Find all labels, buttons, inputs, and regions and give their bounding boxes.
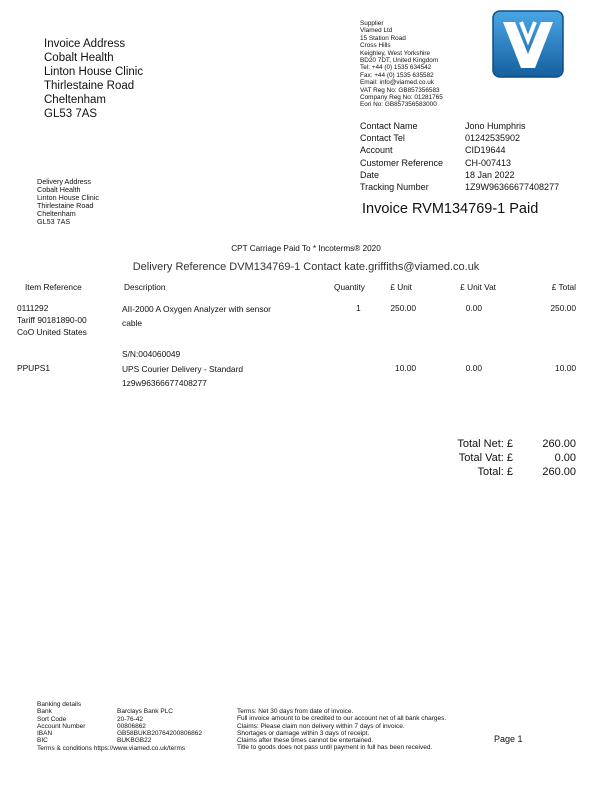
total-label: Total Vat: £ xyxy=(458,452,513,464)
contact-row xyxy=(360,120,559,132)
total-value: 260.00 xyxy=(542,466,576,478)
terms-line: Claims after these times cannot be entertained. xyxy=(237,737,374,745)
invoice-title: Invoice RVM134769-1 Paid xyxy=(362,201,539,217)
page-number: Page 1 xyxy=(494,734,523,744)
invoice-address xyxy=(44,37,143,121)
invoice-address-line: Linton House Clinic xyxy=(44,66,144,78)
contact-key: Date xyxy=(360,169,380,180)
invoice-address-line: GL53 7AS xyxy=(44,108,98,120)
delivery-address-line: Cobalt Health xyxy=(37,184,81,194)
payment-terms xyxy=(237,708,446,752)
contact-key: Customer Reference xyxy=(360,157,444,168)
header-quantity: Quantity xyxy=(334,282,365,292)
company-logo xyxy=(492,10,564,78)
delivery-address-line: Delivery Address xyxy=(37,177,91,186)
totals-block xyxy=(400,437,576,479)
row-total: 250.00 xyxy=(550,303,576,313)
delivery-address-line: Thirlestaine Road xyxy=(37,200,94,210)
bank-key: BIC xyxy=(37,737,48,745)
country-of-origin: CoO United States xyxy=(17,327,87,337)
header-item-reference: Item Reference xyxy=(25,282,82,292)
supplier-line: Keighley, West Yorkshire xyxy=(360,49,431,57)
delivery-address xyxy=(37,178,99,225)
total-row xyxy=(400,465,576,479)
terms-line: Claims: Please claim non delivery within 7 days of invoice. xyxy=(237,722,405,730)
contact-row xyxy=(360,157,559,169)
carriage-terms: CPT Carriage Paid To * Incoterms® 2020 xyxy=(231,244,381,253)
total-value: 0.00 xyxy=(554,452,576,464)
delivery-address-line: GL53 7AS xyxy=(37,216,71,226)
supplier-block xyxy=(360,20,443,109)
description-line: AII-2000 A Oxygen Analyzer with sensor xyxy=(122,304,271,314)
bank-value: 20-76-42 xyxy=(117,715,144,723)
contact-row xyxy=(360,144,559,156)
terms-line: Full invoice amount to be credited to our account net of all bank charges. xyxy=(237,715,447,723)
row-unit-vat: 0.00 xyxy=(465,363,482,373)
supplier-line: Cross Hills xyxy=(360,42,391,50)
bank-row xyxy=(37,737,202,744)
contact-key: Account xyxy=(360,145,393,156)
supplier-line: Supplier xyxy=(360,20,384,27)
invoice-address-line: Cobalt Health xyxy=(44,52,114,64)
tariff-code: Tariff 90181890-00 xyxy=(17,315,87,325)
header-total: £ Total xyxy=(551,282,576,292)
row-quantity: 1 xyxy=(356,303,361,313)
delivery-reference: Delivery Reference DVM134769-1 Contact kate.griffiths@viamed.co.uk xyxy=(132,261,480,273)
bank-row xyxy=(37,708,202,715)
bank-value: GB58BUKB20764200806862 xyxy=(117,730,202,738)
table-row-description xyxy=(122,362,243,390)
item-reference: 0111292 xyxy=(17,303,49,313)
supplier-line: 15 Station Road xyxy=(360,34,406,42)
total-value: 260.00 xyxy=(542,438,576,450)
supplier-line: Fax: +44 (0) 1535 635582 xyxy=(360,71,434,79)
terms-line: Title to goods does not pass until payment in full has been received. xyxy=(237,744,433,752)
total-label: Total: £ xyxy=(477,466,513,478)
contact-value: CH-007413 xyxy=(465,157,512,168)
bank-value: Barclays Bank PLC xyxy=(117,708,173,716)
bank-value: BUKBGB22 xyxy=(117,737,152,745)
supplier-line: VAT Reg No: GB857356583 xyxy=(360,86,440,94)
contact-value: Jono Humphris xyxy=(465,121,526,131)
banking-details xyxy=(37,701,202,752)
header-description: Description xyxy=(124,282,166,292)
total-row xyxy=(400,437,576,451)
bank-key: IBAN xyxy=(37,730,53,738)
bank-value: 00806862 xyxy=(117,722,146,730)
bank-key: Sort Code xyxy=(37,715,67,723)
bank-row xyxy=(37,716,202,723)
description-line: 1z9w96366677408277 xyxy=(122,378,207,389)
description-line: UPS Courier Delivery - Standard xyxy=(122,364,244,374)
serial-number: S/N:004060049 xyxy=(122,349,181,360)
banking-title: Banking details xyxy=(37,701,82,708)
terms-line: Shortages or damage within 3 days of receipt. xyxy=(237,729,370,737)
contact-key: Contact Name xyxy=(360,121,418,131)
supplier-line: Tel: +44 (0) 1535 634542 xyxy=(360,64,432,72)
bank-row xyxy=(37,730,202,737)
table-row-ref xyxy=(17,302,87,338)
header-unit-vat: £ Unit Vat xyxy=(460,282,496,292)
supplier-line: Vlamed Ltd xyxy=(360,27,393,35)
row-unit-price: 10.00 xyxy=(395,363,416,373)
invoice-address-line: Thirlestaine Road xyxy=(44,80,135,92)
header-unit: £ Unit xyxy=(390,282,412,292)
bank-row xyxy=(37,723,202,730)
total-label: Total Net: £ xyxy=(457,438,513,450)
invoice-address-line: Cheltenham xyxy=(44,94,107,106)
contact-row xyxy=(360,181,559,193)
terms-link[interactable]: Terms & conditions https://www.viamed.co.uk/terms xyxy=(37,744,186,752)
item-reference: PPUPS1 xyxy=(17,363,51,373)
contact-value: CID19644 xyxy=(465,145,506,156)
contact-value: 1Z9W96366677408277 xyxy=(465,182,560,193)
invoice-address-line: Invoice Address xyxy=(44,38,126,50)
table-row-description xyxy=(122,302,271,362)
supplier-line: Email: info@viamed.co.uk xyxy=(360,79,434,87)
contact-key: Tracking Number xyxy=(360,182,429,193)
delivery-address-line: Cheltenham xyxy=(37,208,76,218)
contact-row xyxy=(360,132,559,144)
contact-value: 18 Jan 2022 xyxy=(465,169,515,180)
contact-row xyxy=(360,169,559,181)
supplier-line: BD20 7DT, United Kingdom xyxy=(360,57,439,65)
total-row xyxy=(400,451,576,465)
contact-value: 01242535902 xyxy=(465,133,521,144)
row-total: 10.00 xyxy=(555,363,576,373)
contact-details xyxy=(360,120,559,193)
supplier-line: Company Reg No: 01281765 xyxy=(360,94,443,102)
description-line: cable xyxy=(122,318,143,329)
terms-line: Terms: Net 30 days from date of invoice. xyxy=(237,708,354,715)
delivery-address-line: Linton House Clinic xyxy=(37,192,99,202)
description-line xyxy=(122,330,271,344)
contact-key: Contact Tel xyxy=(360,133,405,144)
bank-key: Bank xyxy=(37,708,52,716)
row-unit-vat: 0.00 xyxy=(465,303,482,313)
row-unit-price: 250.00 xyxy=(390,303,416,313)
supplier-line: Eori No: GB857356583000 xyxy=(360,101,437,109)
bank-key: Account Number xyxy=(37,722,86,730)
